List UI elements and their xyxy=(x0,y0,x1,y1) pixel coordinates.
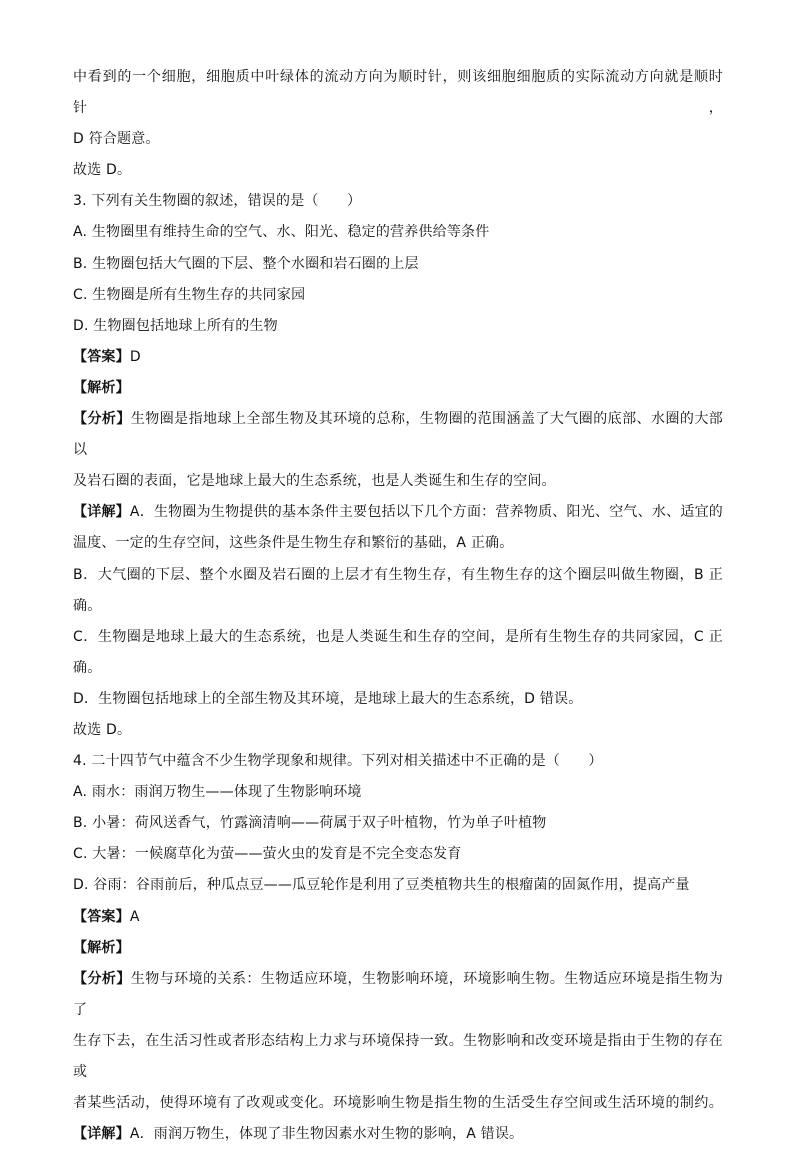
text-line xyxy=(73,1119,723,1150)
line-text: 故选 D。 xyxy=(73,162,132,179)
text-line xyxy=(73,684,723,715)
section-label: 【详解】 xyxy=(73,1126,130,1143)
line-text: 4. 二十四节气中蕴含不少生物学现象和规律。下列对相关描述中不正确的是（ ） xyxy=(73,753,603,770)
text-line xyxy=(73,155,723,186)
text-line xyxy=(73,902,723,933)
text-line xyxy=(73,591,723,622)
line-text: 生物与环境的关系：生物适应环境，生物影响环境，环境影响生物。生物适应环境是指生物为了 xyxy=(73,970,723,1018)
text-line xyxy=(73,311,723,342)
text-line xyxy=(73,497,723,528)
text-line xyxy=(73,466,723,497)
line-text: B．大气圈的下层、整个水圈及岩石圈的上层才有生物生存，有生物生存的这个圈层叫做生物圈，B 正 xyxy=(73,566,723,583)
line-text: B. 生物圈包括大气圈的下层、整个水圈和岩石圈的上层 xyxy=(73,255,419,272)
text-line xyxy=(73,280,723,311)
line-text: 生存下去，在生活习性或者形态结构上力求与环境保持一致。生物影响和改变环境是指由于生物的存在或 xyxy=(73,1032,723,1080)
text-line xyxy=(73,342,723,373)
text-line xyxy=(73,808,723,839)
text-line xyxy=(73,933,723,964)
line-text: C. 大暑：一候腐草化为萤——萤火虫的发育是不完全变态发育 xyxy=(73,846,462,863)
text-line xyxy=(73,249,723,280)
line-text: C. 生物圈是所有生物生存的共同家园 xyxy=(73,286,306,303)
line-text: D. 谷雨：谷雨前后，种瓜点豆——瓜豆轮作是利用了豆类植物共生的根瘤菌的固氮作用，提高产量 xyxy=(73,877,690,894)
line-text: A. 雨水：雨润万物生——体现了生物影响环境 xyxy=(73,784,362,801)
text-line xyxy=(73,839,723,870)
line-text: C．生物圈是地球上最大的生态系统，也是人类诞生和生存的空间，是所有生物生存的共同家园，C 正 xyxy=(73,628,723,645)
text-line xyxy=(73,1088,723,1119)
text-line xyxy=(73,870,723,901)
line-text: 者某些活动，使得环境有了改观或变化。环境影响生物是指生物的生活受生存空间或生活环境的制约。 xyxy=(73,1095,723,1112)
line-text: B. 小暑：荷风送香气，竹露滴清响——荷属于双子叶植物，竹为单子叶植物 xyxy=(73,815,547,832)
text-line xyxy=(73,964,723,1026)
text-line xyxy=(73,186,723,217)
line-text: 确。 xyxy=(73,659,102,676)
text-line xyxy=(73,715,723,746)
line-text: 生物圈是指地球上全部生物及其环境的总称，生物圈的范围涵盖了大气圈的底部、水圈的大部以 xyxy=(73,411,723,459)
section-label: 【分析】 xyxy=(73,411,131,428)
line-text: D. 生物圈包括地球上所有的生物 xyxy=(73,317,278,334)
line-text: D．生物圈包括地球上的全部生物及其环境，是地球上最大的生态系统，D 错误。 xyxy=(73,690,583,707)
section-label: 【解析】 xyxy=(73,939,130,956)
text-line xyxy=(73,217,723,248)
text-line xyxy=(73,746,723,777)
line-text: A xyxy=(129,908,140,925)
text-line xyxy=(73,560,723,591)
section-label: 【答案】 xyxy=(73,908,130,925)
text-line xyxy=(73,777,723,808)
line-text: 温度、一定的生存空间，这些条件是生物生存和繁衍的基础，A 正确。 xyxy=(73,535,514,552)
text-line xyxy=(73,404,723,466)
line-text: A. 生物圈里有维持生命的空气、水、阳光、稳定的营养供给等条件 xyxy=(73,224,490,241)
text-line xyxy=(73,373,723,404)
line-text: 中看到的一个细胞，细胞质中叶绿体的流动方向为顺时针，则该细胞细胞质的实际流动方向就是顺时针， xyxy=(73,69,723,117)
text-line xyxy=(73,124,723,155)
text-line xyxy=(73,62,723,124)
line-text: 及岩石圈的表面，它是地球上最大的生态系统，也是人类诞生和生存的空间。 xyxy=(73,473,556,490)
section-label: 【答案】 xyxy=(73,348,130,365)
line-text: 故选 D。 xyxy=(73,721,132,738)
section-label: 【详解】 xyxy=(73,504,130,521)
text-line xyxy=(73,528,723,559)
section-label: 【解析】 xyxy=(73,379,130,396)
document-body xyxy=(73,62,723,1150)
line-text: 3. 下列有关生物圈的叙述，错误的是（ ） xyxy=(73,193,362,210)
line-text: D 符合题意。 xyxy=(73,131,160,148)
line-text: A．雨润万物生，体现了非生物因素水对生物的影响，A 错误。 xyxy=(129,1126,524,1143)
line-text: A．生物圈为生物提供的基本条件主要包括以下几个方面：营养物质、阳光、空气、水、适宜的 xyxy=(129,504,723,521)
line-text: D xyxy=(129,348,141,365)
text-line xyxy=(73,622,723,653)
line-text: 确。 xyxy=(73,597,102,614)
section-label: 【分析】 xyxy=(73,970,131,987)
text-line xyxy=(73,1026,723,1088)
text-line xyxy=(73,653,723,684)
